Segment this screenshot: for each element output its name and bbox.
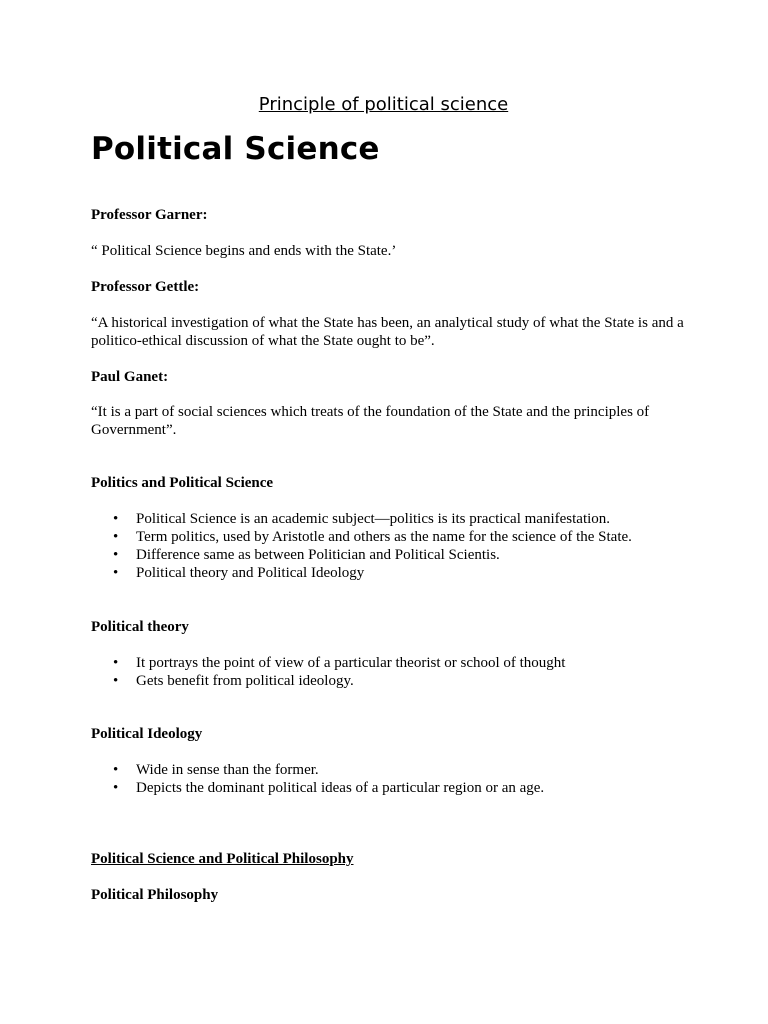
ideology-heading: Political Ideology: [91, 726, 203, 742]
bullet-icon: •: [113, 780, 119, 796]
list-item-text: Difference same as between Politician and Political Scientis.: [136, 547, 500, 563]
philosophy-heading: Political Philosophy: [91, 887, 219, 903]
ideology-bullet-list: [91, 761, 544, 797]
list-item: [91, 510, 632, 528]
list-item-text: Political theory and Political Ideology: [136, 565, 365, 581]
list-item-text: It portrays the point of view of a particular theorist or school of thought: [136, 655, 566, 671]
garner-label: Professor Garner:: [91, 207, 208, 223]
ganet-quote: “It is a part of social sciences which treats of the foundation of the State and the principles of Government”.: [91, 404, 650, 438]
list-item-text: Term politics, used by Aristotle and others as the name for the science of the State.: [136, 529, 632, 545]
list-item: [91, 528, 632, 546]
politics-heading: Politics and Political Science: [91, 475, 274, 491]
bullet-icon: •: [113, 565, 119, 581]
list-item: [91, 654, 565, 672]
philosophy-section-heading: Political Science and Political Philosophy: [91, 851, 354, 867]
list-item-text: Political Science is an academic subject—politics is its practical manifestation.: [136, 511, 611, 527]
list-item: [91, 761, 544, 779]
theory-bullet-list: [91, 654, 565, 690]
list-item: [91, 546, 632, 564]
bullet-icon: •: [113, 511, 119, 527]
bullet-icon: •: [113, 529, 119, 545]
ganet-label: Paul Ganet:: [91, 369, 169, 385]
garner-quote: “ Political Science begins and ends with the State.’: [91, 243, 397, 259]
bullet-icon: •: [113, 673, 119, 689]
gettle-quote: “A historical investigation of what the State has been, an analytical study of what the State is and a politico-ethical discussion of what the State ought to be”.: [91, 315, 684, 349]
theory-heading: Political theory: [91, 619, 189, 635]
bullet-icon: •: [113, 762, 119, 778]
politics-bullet-list: [91, 510, 632, 582]
bullet-icon: •: [113, 547, 119, 563]
bullet-icon: •: [113, 655, 119, 671]
list-item: [91, 779, 544, 797]
list-item-text: Wide in sense than the former.: [136, 762, 319, 778]
document-title: Principle of political science: [258, 94, 509, 115]
list-item: [91, 564, 632, 582]
list-item: [91, 672, 565, 690]
main-heading: Political Science: [91, 131, 380, 167]
list-item-text: Gets benefit from political ideology.: [136, 673, 354, 689]
list-item-text: Depicts the dominant political ideas of a particular region or an age.: [136, 780, 545, 796]
gettle-label: Professor Gettle:: [91, 279, 200, 295]
